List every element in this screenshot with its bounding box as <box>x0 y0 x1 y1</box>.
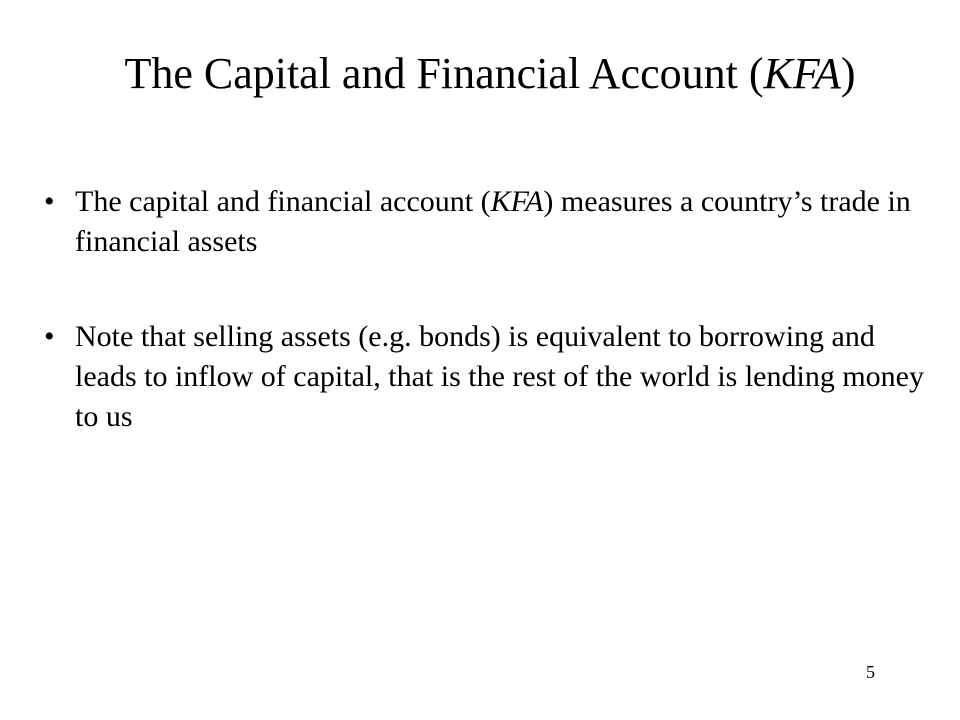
bullet-icon: • <box>44 320 55 353</box>
bullet-item-selling-assets <box>44 317 924 437</box>
slide-title-close: ) <box>840 49 856 98</box>
slide-title-text: The Capital and Financial Account ( <box>124 49 764 98</box>
bullet-acronym: KFA <box>490 185 544 218</box>
bullet-item-kfa-definition <box>44 182 924 262</box>
page-number: 5 <box>866 662 875 682</box>
bullet-text: Note that selling assets (e.g. bonds) is equivalent to borrowing and leads to inflow of capital, that is the rest of the world is lending money to us <box>75 320 924 433</box>
slide-title-acronym: KFA <box>763 49 841 98</box>
bullet-icon: • <box>44 185 55 218</box>
bullet-list <box>44 182 924 437</box>
bullet-text: The capital and financial account ( <box>75 185 491 218</box>
bullet-text-rest: ) measures a country’s trade in financial assets <box>75 185 911 258</box>
slide-title <box>0 44 960 104</box>
